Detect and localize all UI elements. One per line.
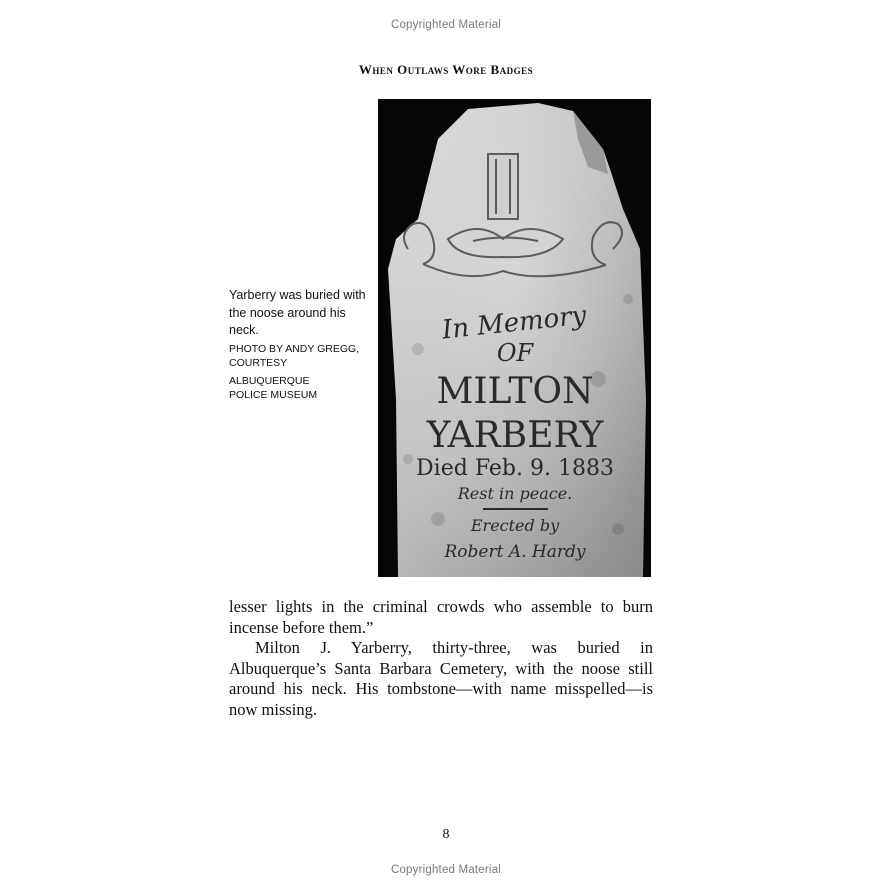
tombstone-illustration [378, 99, 651, 577]
inscription-line-5: Died Feb. 9. 1883 [416, 456, 614, 481]
inscription-line-8: Robert A. Hardy [444, 542, 586, 562]
inscription-line-3: MILTON [436, 371, 594, 412]
photo-credit-line-3: POLICE MUSEUM [229, 388, 318, 401]
paragraph-2: Milton J. Yarberry, thirty-three, was buried in Albuquerque’s Santa Barbara Cemetery, with the noose still around his neck. His tombstone—with name misspelled—is now missing. [229, 638, 653, 719]
copyright-footer: Copyrighted Material [390, 864, 502, 876]
tombstone-photo [378, 99, 651, 577]
inscription-line-2: OF [496, 339, 534, 367]
inscription-line-6: Rest in peace. [457, 484, 573, 503]
page-number: 8 [442, 827, 450, 842]
caption-text: Yarberry was buried with the noose around his neck. [229, 288, 366, 337]
running-head: When Outlaws Wore Badges [358, 62, 534, 77]
photo-credit-line-1: PHOTO BY ANDY GREGG, [229, 342, 360, 355]
figure-caption [229, 287, 369, 404]
body-text [229, 597, 653, 721]
inscription-line-4: YARBERY [426, 415, 604, 456]
inscription-line-1: In Memory [440, 300, 588, 346]
copyright-header: Copyrighted Material [390, 19, 502, 31]
paragraph-1: lesser lights in the criminal crowds who assemble to burn incense before them.” [229, 597, 653, 637]
photo-credit-line-2: COURTESY ALBUQUERQUE [229, 356, 310, 387]
inscription-line-7: Erected by [470, 516, 560, 535]
